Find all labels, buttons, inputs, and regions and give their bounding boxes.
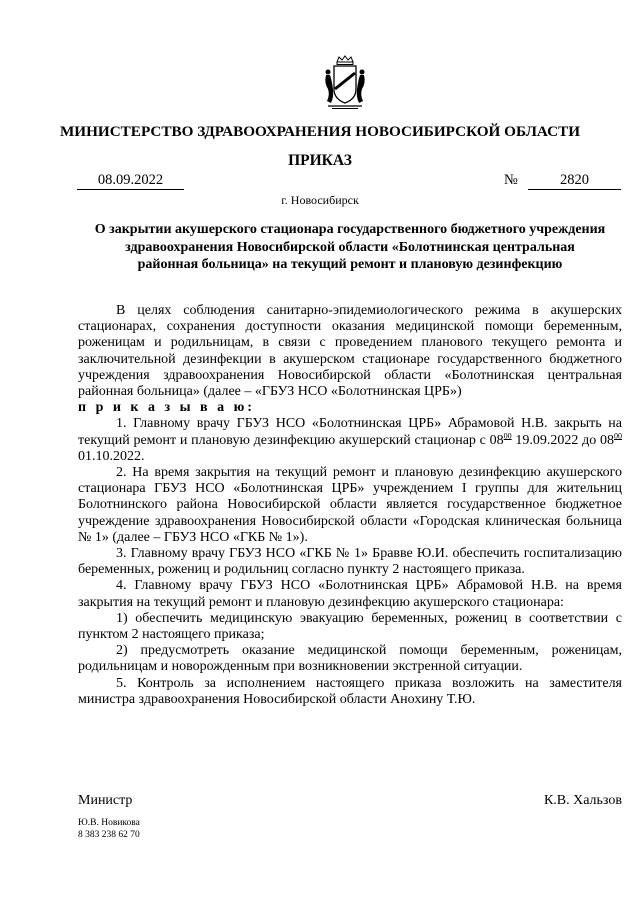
clause-1 [78, 416, 622, 465]
clause-2: 2. На время закрытия на текущий ремонт и плановую дезинфекцию акушерского стационара ГБУЗ НСО «Болотнинская ЦРБ» учреждением I группы для жительниц Болотнинского района Новосибирской области является государственное бюджетное учреждение здравоохранения Новосибирской области «Городская клиническая больница № 1» (далее – ГБУЗ НСО «ГКБ № 1»). [78, 465, 622, 545]
subject-line: здравоохранения Новосибирской области «Болотнинская центральная [125, 239, 575, 255]
city: г. Новосибирск [281, 193, 359, 207]
clause-1-text: 1. Главному врачу ГБУЗ НСО «Болотнинская ЦРБ» Абрамовой Н.В. закрыть на текущий ремонт и плановую дезинфекцию акушерский стационар с 08 [78, 416, 622, 448]
novosibirsk-coat-of-arms-icon [322, 55, 368, 111]
order-number: 2820 [528, 172, 621, 190]
executor-name: Ю.В. Новикова [78, 818, 140, 828]
executor-phone: 8 383 238 62 70 [78, 829, 140, 840]
clause-1-end: 01.10.2022. [78, 448, 145, 464]
clause-4-1: 1) обеспечить медицинскую эвакуацию беременных, рожениц в соответствии с пунктом 2 настоящего приказа; [78, 610, 622, 643]
number-sign: № [504, 172, 518, 188]
ministry-name: МИНИСТЕРСТВО ЗДРАВООХРАНЕНИЯ НОВОСИБИРСКОЙ ОБЛАСТИ [59, 123, 581, 140]
signatory-title: Министр [78, 793, 133, 808]
intro-paragraph: В целях соблюдения санитарно-эпидемиологического режима в акушерских стационарах, сохранения доступности оказания медицинской помощи беременным, роженицам и родильницам, в связи с проведением планового текущего ремонта и заключительной дезинфекции в акушерском стационаре государственного бюджетного учреждения здравоохранения Новосибирской области «Болотнинская центральная районная больница» (далее – «ГБУЗ НСО «Болотнинская ЦРБ») [78, 303, 622, 400]
executor-info [78, 818, 140, 841]
order-subject [78, 221, 622, 274]
time-superscript: 00 [614, 430, 623, 440]
subject-line: районная больница» на текущий ремонт и плановую дезинфекцию [137, 257, 563, 273]
time-superscript: 00 [503, 430, 512, 440]
document-type: ПРИКАЗ [288, 152, 352, 169]
subject-line: О закрытии акушерского стационара государственного бюджетного учреждения [94, 222, 606, 237]
clause-4: 4. Главному врачу ГБУЗ НСО «Болотнинская ЦРБ» Абрамовой Н.В. на время закрытия на текущий ремонт и плановую дезинфекцию акушерского стационара: [78, 578, 622, 610]
signatory-name: К.В. Хальзов [543, 793, 622, 808]
clause-4-2: 2) предусмотреть оказание медицинской помощи беременным, роженицам, родильницам и новорожденным при возникновении экстренной ситуации. [78, 643, 622, 675]
clause-3: 3. Главному врачу ГБУЗ НСО «ГКБ № 1» Бравве Ю.И. обеспечить госпитализацию беременных, рожениц и родильниц согласно пункту 2 настоящего приказа. [78, 546, 622, 578]
clause-1-mid: 19.09.2022 до 08 [511, 432, 615, 448]
ordered-keyword: п р и к а з ы в а ю: [78, 400, 255, 416]
clause-5: 5. Контроль за исполнением настоящего приказа возложить на заместителя министра здравоохранения Новосибирской области Анохину Т.Ю. [78, 675, 622, 707]
order-body [78, 303, 622, 708]
order-date: 08.09.2022 [77, 172, 184, 190]
